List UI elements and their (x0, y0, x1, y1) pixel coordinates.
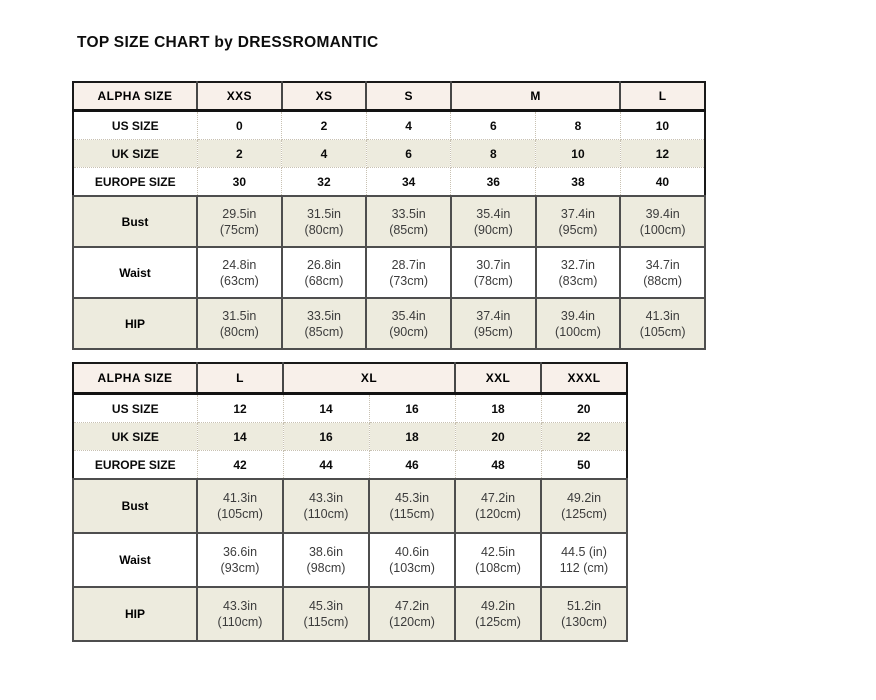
row-bust (73, 196, 705, 247)
row-bust (73, 479, 627, 533)
row-label-uk-size: UK SIZE (73, 140, 197, 168)
row-uk-size (73, 423, 627, 451)
size-cell: 34 (366, 168, 451, 197)
measure-cell: 33.5in (85cm) (282, 298, 367, 349)
header-cell-xxxl: XXXL (541, 363, 627, 394)
measure-cell: 49.2in (125cm) (541, 479, 627, 533)
size-cell: 10 (620, 111, 705, 140)
size-cell: 40 (620, 168, 705, 197)
header-cell-xs: XS (282, 82, 367, 111)
measure-cell: 39.4in (100cm) (536, 298, 621, 349)
size-cell: 48 (455, 451, 541, 480)
row-us-size (73, 111, 705, 140)
size-cell: 20 (541, 394, 627, 423)
measure-cell: 34.7in (88cm) (620, 247, 705, 298)
size-cell: 0 (197, 111, 282, 140)
measure-cell: 41.3in (105cm) (620, 298, 705, 349)
header-cell-xxs: XXS (197, 82, 282, 111)
header-row (73, 82, 705, 111)
row-label-uk-size: UK SIZE (73, 423, 197, 451)
size-cell: 16 (369, 394, 455, 423)
size-cell: 38 (536, 168, 621, 197)
header-corner-cell: ALPHA SIZE (73, 363, 197, 394)
size-table-l-to-xxxl (72, 362, 628, 642)
row-label-bust: Bust (73, 196, 197, 247)
header-cell-l: L (620, 82, 705, 111)
measure-cell: 40.6in (103cm) (369, 533, 455, 587)
measure-cell: 45.3in (115cm) (283, 587, 369, 641)
size-cell: 20 (455, 423, 541, 451)
measure-cell: 31.5in (80cm) (282, 196, 367, 247)
header-cell-l: L (197, 363, 283, 394)
measure-cell: 28.7in (73cm) (366, 247, 451, 298)
size-cell: 8 (536, 111, 621, 140)
measure-cell: 51.2in (130cm) (541, 587, 627, 641)
row-us-size (73, 394, 627, 423)
size-cell: 10 (536, 140, 621, 168)
measure-cell: 36.6in (93cm) (197, 533, 283, 587)
row-label-waist: Waist (73, 533, 197, 587)
size-cell: 2 (197, 140, 282, 168)
measure-cell: 37.4in (95cm) (451, 298, 536, 349)
size-cell: 44 (283, 451, 369, 480)
size-cell: 18 (455, 394, 541, 423)
row-uk-size (73, 140, 705, 168)
header-row (73, 363, 627, 394)
measure-cell: 42.5in (108cm) (455, 533, 541, 587)
size-cell: 42 (197, 451, 283, 480)
size-cell: 36 (451, 168, 536, 197)
size-cell: 22 (541, 423, 627, 451)
size-cell: 4 (282, 140, 367, 168)
row-europe-size (73, 168, 705, 197)
size-cell: 12 (197, 394, 283, 423)
size-cell: 14 (197, 423, 283, 451)
measure-cell: 39.4in (100cm) (620, 196, 705, 247)
size-cell: 30 (197, 168, 282, 197)
row-hip (73, 587, 627, 641)
size-cell: 2 (282, 111, 367, 140)
measure-cell: 45.3in (115cm) (369, 479, 455, 533)
size-cell: 18 (369, 423, 455, 451)
row-label-bust: Bust (73, 479, 197, 533)
size-cell: 32 (282, 168, 367, 197)
measure-cell: 38.6in (98cm) (283, 533, 369, 587)
row-label-us-size: US SIZE (73, 111, 197, 140)
row-label-waist: Waist (73, 247, 197, 298)
header-cell-xxl: XXL (455, 363, 541, 394)
size-cell: 4 (366, 111, 451, 140)
measure-cell: 47.2in (120cm) (455, 479, 541, 533)
measure-cell: 32.7in (83cm) (536, 247, 621, 298)
measure-cell: 44.5 (in) 112 (cm) (541, 533, 627, 587)
measure-cell: 47.2in (120cm) (369, 587, 455, 641)
row-waist (73, 533, 627, 587)
row-label-europe-size: EUROPE SIZE (73, 451, 197, 480)
size-cell: 12 (620, 140, 705, 168)
size-table-xxs-to-l (72, 81, 706, 350)
row-label-hip: HIP (73, 587, 197, 641)
measure-cell: 24.8in (63cm) (197, 247, 282, 298)
row-label-europe-size: EUROPE SIZE (73, 168, 197, 197)
header-cell-xl: XL (283, 363, 455, 394)
measure-cell: 49.2in (125cm) (455, 587, 541, 641)
measure-cell: 33.5in (85cm) (366, 196, 451, 247)
measure-cell: 43.3in (110cm) (197, 587, 283, 641)
row-hip (73, 298, 705, 349)
row-waist (73, 247, 705, 298)
measure-cell: 41.3in (105cm) (197, 479, 283, 533)
page-title: TOP SIZE CHART by DRESSROMANTIC (77, 34, 379, 51)
header-cell-s: S (366, 82, 451, 111)
measure-cell: 43.3in (110cm) (283, 479, 369, 533)
size-cell: 50 (541, 451, 627, 480)
size-cell: 14 (283, 394, 369, 423)
measure-cell: 35.4in (90cm) (451, 196, 536, 247)
measure-cell: 30.7in (78cm) (451, 247, 536, 298)
size-cell: 6 (451, 111, 536, 140)
size-cell: 6 (366, 140, 451, 168)
size-cell: 46 (369, 451, 455, 480)
measure-cell: 29.5in (75cm) (197, 196, 282, 247)
measure-cell: 26.8in (68cm) (282, 247, 367, 298)
row-label-hip: HIP (73, 298, 197, 349)
measure-cell: 35.4in (90cm) (366, 298, 451, 349)
header-cell-m: M (451, 82, 620, 111)
measure-cell: 37.4in (95cm) (536, 196, 621, 247)
header-corner-cell: ALPHA SIZE (73, 82, 197, 111)
size-cell: 16 (283, 423, 369, 451)
measure-cell: 31.5in (80cm) (197, 298, 282, 349)
row-europe-size (73, 451, 627, 480)
size-cell: 8 (451, 140, 536, 168)
row-label-us-size: US SIZE (73, 394, 197, 423)
